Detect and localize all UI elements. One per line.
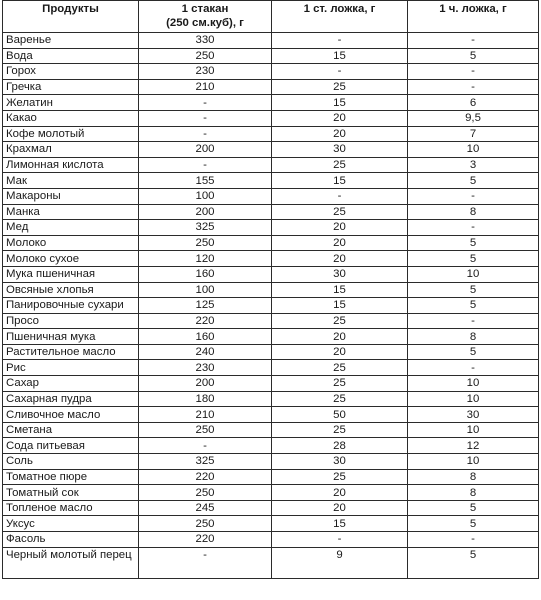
teaspoon-grams: 6 (408, 95, 539, 111)
product-name: Варенье (3, 33, 139, 49)
tablespoon-grams: 30 (272, 454, 408, 470)
tablespoon-grams: 20 (272, 329, 408, 345)
glass-grams: - (139, 110, 272, 126)
glass-grams: 100 (139, 282, 272, 298)
glass-grams: 325 (139, 454, 272, 470)
product-name: Соль (3, 454, 139, 470)
glass-grams: 250 (139, 422, 272, 438)
table-row (3, 438, 539, 454)
teaspoon-grams: 10 (408, 454, 539, 470)
teaspoon-grams: - (408, 360, 539, 376)
product-name: Рис (3, 360, 139, 376)
tablespoon-grams: 20 (272, 220, 408, 236)
tablespoon-grams: 20 (272, 110, 408, 126)
measurement-conversion-table (2, 0, 539, 579)
teaspoon-grams: 12 (408, 438, 539, 454)
teaspoon-grams: 8 (408, 204, 539, 220)
teaspoon-grams: - (408, 33, 539, 49)
glass-grams: 250 (139, 516, 272, 532)
table-row (3, 391, 539, 407)
product-name: Гречка (3, 79, 139, 95)
table-row (3, 422, 539, 438)
teaspoon-grams: 8 (408, 469, 539, 485)
glass-grams: - (139, 126, 272, 142)
tablespoon-grams: - (272, 188, 408, 204)
teaspoon-grams: 5 (408, 173, 539, 189)
glass-grams: 250 (139, 485, 272, 501)
header-glass-sublabel: (250 см.куб), г (166, 17, 244, 29)
glass-grams: 240 (139, 344, 272, 360)
glass-grams: 160 (139, 329, 272, 345)
product-name: Лимонная кислота (3, 157, 139, 173)
product-name: Горох (3, 64, 139, 80)
teaspoon-grams: - (408, 532, 539, 548)
table-row (3, 360, 539, 376)
tablespoon-grams: - (272, 33, 408, 49)
table-row (3, 532, 539, 548)
glass-grams: 200 (139, 204, 272, 220)
tablespoon-grams: 15 (272, 173, 408, 189)
teaspoon-grams: 3 (408, 157, 539, 173)
tablespoon-grams: 25 (272, 157, 408, 173)
header-teaspoon-label: 1 ч. ложка, г (439, 3, 507, 15)
header-tablespoon (272, 1, 408, 33)
tablespoon-grams: - (272, 532, 408, 548)
glass-grams: 220 (139, 469, 272, 485)
teaspoon-grams: 9,5 (408, 110, 539, 126)
glass-grams: 220 (139, 313, 272, 329)
table-row (3, 204, 539, 220)
table-row (3, 142, 539, 158)
tablespoon-grams: 25 (272, 204, 408, 220)
glass-grams: 180 (139, 391, 272, 407)
tablespoon-grams: 50 (272, 407, 408, 423)
tablespoon-grams: 30 (272, 266, 408, 282)
tablespoon-grams: 30 (272, 142, 408, 158)
product-name: Молоко (3, 235, 139, 251)
product-name: Манка (3, 204, 139, 220)
glass-grams: 325 (139, 220, 272, 236)
header-product (3, 1, 139, 33)
teaspoon-grams: 5 (408, 48, 539, 64)
teaspoon-grams: 5 (408, 500, 539, 516)
tablespoon-grams: 20 (272, 126, 408, 142)
table-row (3, 516, 539, 532)
teaspoon-grams: - (408, 220, 539, 236)
table-row (3, 407, 539, 423)
tablespoon-grams: 25 (272, 313, 408, 329)
table-row (3, 329, 539, 345)
glass-grams: 155 (139, 173, 272, 189)
table-row (3, 235, 539, 251)
header-glass (139, 1, 272, 33)
teaspoon-grams: 10 (408, 422, 539, 438)
product-name: Мед (3, 220, 139, 236)
teaspoon-grams: - (408, 64, 539, 80)
glass-grams: 210 (139, 407, 272, 423)
glass-grams: 250 (139, 235, 272, 251)
product-name: Пшеничная мука (3, 329, 139, 345)
tablespoon-grams: 25 (272, 469, 408, 485)
tablespoon-grams: 20 (272, 235, 408, 251)
header-glass-label: 1 стакан (181, 3, 229, 15)
table-row (3, 251, 539, 267)
product-name: Сахар (3, 376, 139, 392)
teaspoon-grams: 30 (408, 407, 539, 423)
glass-grams: 220 (139, 532, 272, 548)
table-row (3, 376, 539, 392)
glass-grams: 250 (139, 48, 272, 64)
table-header-row (3, 1, 539, 33)
glass-grams: - (139, 95, 272, 111)
teaspoon-grams: 5 (408, 251, 539, 267)
teaspoon-grams: 5 (408, 282, 539, 298)
teaspoon-grams: 5 (408, 547, 539, 578)
tablespoon-grams: 25 (272, 376, 408, 392)
teaspoon-grams: 5 (408, 298, 539, 314)
teaspoon-grams: 8 (408, 485, 539, 501)
header-tablespoon-label: 1 ст. ложка, г (303, 3, 376, 15)
table-row (3, 313, 539, 329)
table-row (3, 64, 539, 80)
table-row (3, 48, 539, 64)
tablespoon-grams: 9 (272, 547, 408, 578)
tablespoon-grams: 15 (272, 48, 408, 64)
tablespoon-grams: 20 (272, 251, 408, 267)
product-name: Мак (3, 173, 139, 189)
table-row (3, 547, 539, 578)
table-row (3, 188, 539, 204)
tablespoon-grams: 25 (272, 422, 408, 438)
teaspoon-grams: 10 (408, 391, 539, 407)
table-row (3, 454, 539, 470)
glass-grams: 230 (139, 64, 272, 80)
glass-grams: - (139, 547, 272, 578)
table-row (3, 469, 539, 485)
product-name: Томатный сок (3, 485, 139, 501)
product-name: Просо (3, 313, 139, 329)
glass-grams: 200 (139, 376, 272, 392)
product-name: Вода (3, 48, 139, 64)
tablespoon-grams: 20 (272, 485, 408, 501)
glass-grams: 245 (139, 500, 272, 516)
product-name: Крахмал (3, 142, 139, 158)
product-name: Желатин (3, 95, 139, 111)
product-name: Панировочные сухари (3, 298, 139, 314)
product-name: Какао (3, 110, 139, 126)
glass-grams: 330 (139, 33, 272, 49)
glass-grams: 160 (139, 266, 272, 282)
table-row (3, 344, 539, 360)
product-name: Сметана (3, 422, 139, 438)
teaspoon-grams: - (408, 188, 539, 204)
glass-grams: 100 (139, 188, 272, 204)
tablespoon-grams: 20 (272, 344, 408, 360)
teaspoon-grams: 10 (408, 142, 539, 158)
teaspoon-grams: 10 (408, 376, 539, 392)
table-row (3, 266, 539, 282)
tablespoon-grams: 25 (272, 391, 408, 407)
table-row (3, 110, 539, 126)
product-name: Сахарная пудра (3, 391, 139, 407)
table-row (3, 220, 539, 236)
product-name: Фасоль (3, 532, 139, 548)
table-row (3, 79, 539, 95)
table-row (3, 33, 539, 49)
tablespoon-grams: 28 (272, 438, 408, 454)
teaspoon-grams: 7 (408, 126, 539, 142)
product-name: Макароны (3, 188, 139, 204)
product-name: Мука пшеничная (3, 266, 139, 282)
teaspoon-grams: - (408, 79, 539, 95)
glass-grams: 120 (139, 251, 272, 267)
table-row (3, 157, 539, 173)
teaspoon-grams: 8 (408, 329, 539, 345)
tablespoon-grams: 15 (272, 298, 408, 314)
product-name: Уксус (3, 516, 139, 532)
glass-grams: 200 (139, 142, 272, 158)
tablespoon-grams: 20 (272, 500, 408, 516)
product-name: Топленое масло (3, 500, 139, 516)
glass-grams: - (139, 157, 272, 173)
tablespoon-grams: 25 (272, 79, 408, 95)
glass-grams: - (139, 438, 272, 454)
glass-grams: 210 (139, 79, 272, 95)
product-name: Овсяные хлопья (3, 282, 139, 298)
teaspoon-grams: 10 (408, 266, 539, 282)
product-name: Томатное пюре (3, 469, 139, 485)
glass-grams: 230 (139, 360, 272, 376)
table-row (3, 126, 539, 142)
tablespoon-grams: - (272, 64, 408, 80)
teaspoon-grams: 5 (408, 516, 539, 532)
table-row (3, 95, 539, 111)
product-name: Кофе молотый (3, 126, 139, 142)
tablespoon-grams: 15 (272, 282, 408, 298)
glass-grams: 125 (139, 298, 272, 314)
table-row (3, 282, 539, 298)
teaspoon-grams: 5 (408, 235, 539, 251)
table-row (3, 500, 539, 516)
tablespoon-grams: 25 (272, 360, 408, 376)
teaspoon-grams: 5 (408, 344, 539, 360)
product-name: Черный молотый перец (3, 547, 139, 578)
table-row (3, 298, 539, 314)
tablespoon-grams: 15 (272, 516, 408, 532)
table-row (3, 173, 539, 189)
teaspoon-grams: - (408, 313, 539, 329)
product-name: Сода питьевая (3, 438, 139, 454)
header-product-label: Продукты (42, 3, 99, 15)
product-name: Сливочное масло (3, 407, 139, 423)
tablespoon-grams: 15 (272, 95, 408, 111)
table-row (3, 485, 539, 501)
product-name: Молоко сухое (3, 251, 139, 267)
product-name: Растительное масло (3, 344, 139, 360)
header-teaspoon (408, 1, 539, 33)
